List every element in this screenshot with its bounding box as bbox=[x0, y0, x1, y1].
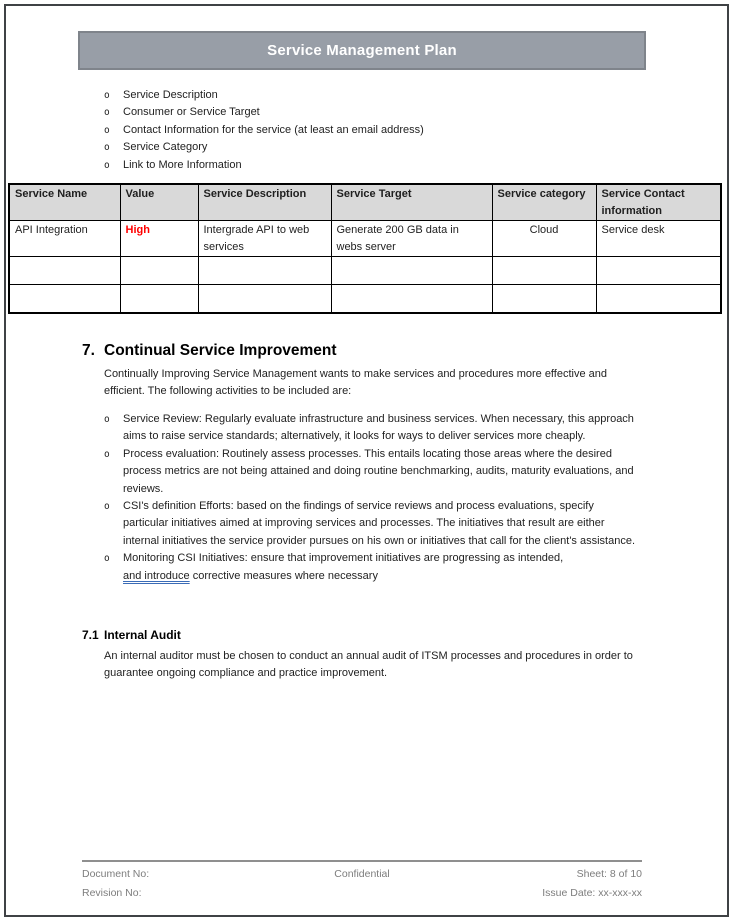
section-7-number: 7. bbox=[82, 342, 95, 359]
section-7-1-number: 7.1 bbox=[82, 628, 99, 642]
table-cell bbox=[120, 257, 198, 285]
table-header-cell: Service Description bbox=[198, 184, 331, 221]
o-bullet-marker: o bbox=[104, 414, 110, 425]
list-item-text: CSI's definition Efforts: based on the findings of service reviews and process evaluations, specify particular initiatives aimed at improving services and processes. The initiatives that result are either internal initiatives the service provider pursues on his own or initiatives that call for the client's assistance. bbox=[123, 500, 636, 547]
list-item-text: Contact Information for the service (at least an email address) bbox=[123, 123, 424, 136]
table-cell: Cloud bbox=[492, 221, 596, 257]
list-item-text: corrective measures where necessary bbox=[189, 569, 378, 582]
table-cell: Generate 200 GB data in webs server bbox=[331, 221, 492, 257]
table-cell: API Integration bbox=[9, 221, 120, 257]
o-bullet-marker: o bbox=[104, 501, 110, 513]
internal-audit-paragraph: An internal auditor must be chosen to conduct an annual audit of ITSM processes and procedures in order to guarantee ongoing compliance and practice improvement. bbox=[104, 650, 633, 680]
service-table-header-row bbox=[9, 184, 721, 221]
list-item bbox=[104, 122, 664, 139]
list-item bbox=[104, 446, 638, 498]
table-cell: Intergrade API to web services bbox=[198, 221, 331, 257]
footer-issue-date: Issue Date: xx-xxx-xx bbox=[542, 886, 642, 899]
o-bullet-marker: o bbox=[104, 448, 110, 460]
table-cell bbox=[596, 285, 721, 314]
section-7-heading bbox=[82, 341, 337, 361]
table-row bbox=[9, 221, 721, 257]
table-cell bbox=[596, 257, 721, 285]
footer-right bbox=[455, 865, 642, 902]
o-bullet-marker: o bbox=[104, 124, 110, 136]
list-item bbox=[104, 157, 664, 174]
table-cell bbox=[198, 257, 331, 285]
list-item bbox=[104, 411, 638, 446]
list-item-text: Monitoring CSI Initiatives: ensure that improvement initiatives are progressing as intended, bbox=[123, 552, 564, 565]
table-cell: Service desk bbox=[596, 221, 721, 257]
o-bullet-marker: o bbox=[104, 90, 110, 101]
service-overview-list bbox=[104, 87, 664, 174]
footer-confidential: Confidential bbox=[334, 868, 390, 880]
footer-sheet: Sheet: 8 of 10 bbox=[576, 868, 642, 880]
section-7-intro-paragraph: Continually Improving Service Management wants to make services and procedures more effective and efficient. The following activities to be included are: bbox=[104, 368, 607, 398]
table-header-cell: Service Name bbox=[9, 184, 120, 221]
table-cell bbox=[331, 257, 492, 285]
table-cell bbox=[492, 285, 596, 314]
list-item-text: Consumer or Service Target bbox=[123, 106, 260, 119]
document-title: Service Management Plan bbox=[267, 42, 457, 59]
list-item-text: Service Category bbox=[123, 141, 208, 154]
o-bullet-marker: o bbox=[104, 107, 110, 119]
section-7-1-title: Internal Audit bbox=[104, 628, 181, 642]
document-no-label: Document No: bbox=[82, 868, 150, 880]
table-header-cell: Service Target bbox=[331, 184, 492, 221]
table-cell bbox=[120, 285, 198, 314]
table-header-cell: Value bbox=[120, 184, 198, 221]
table-cell: High bbox=[120, 221, 198, 257]
document-title-bar bbox=[78, 31, 646, 70]
section-7-1-heading bbox=[82, 627, 181, 644]
table-cell bbox=[198, 285, 331, 314]
o-bullet-marker: o bbox=[104, 159, 110, 171]
revision-no-label: Revision No: bbox=[82, 886, 142, 899]
csi-activities-list bbox=[104, 411, 638, 585]
list-item bbox=[104, 104, 664, 121]
o-bullet-marker: o bbox=[104, 553, 110, 565]
table-header-cell: Service category bbox=[492, 184, 596, 221]
list-item-text: Link to More Information bbox=[123, 158, 242, 171]
list-item-text: Service Review: Regularly evaluate infrastructure and business services. When necessary, this approach aims to raise service standards; alternatively, it looks for ways to deliver services more cheaply. bbox=[123, 413, 634, 443]
service-table bbox=[8, 183, 722, 314]
table-cell bbox=[9, 257, 120, 285]
list-item bbox=[104, 87, 664, 104]
list-item bbox=[104, 139, 664, 156]
list-item bbox=[104, 550, 638, 585]
grammar-checked-text: and introduce bbox=[123, 569, 190, 582]
list-item-text: Process evaluation: Routinely assess processes. This entails locating those areas where the desired process metrics are not being attained and doing routine benchmarking, audits, maturity evaluations, and reviews. bbox=[123, 447, 634, 495]
o-bullet-marker: o bbox=[104, 142, 110, 154]
section-7-title: Continual Service Improvement bbox=[104, 342, 337, 359]
table-cell bbox=[331, 285, 492, 314]
list-item bbox=[104, 498, 638, 550]
table-cell bbox=[9, 285, 120, 314]
table-header-cell: Service Contact information bbox=[596, 184, 721, 221]
table-row bbox=[9, 257, 721, 285]
page-footer bbox=[82, 860, 642, 902]
list-item-text: Service Description bbox=[123, 89, 218, 101]
table-cell bbox=[492, 257, 596, 285]
table-row bbox=[9, 285, 721, 314]
footer-left bbox=[82, 865, 269, 902]
